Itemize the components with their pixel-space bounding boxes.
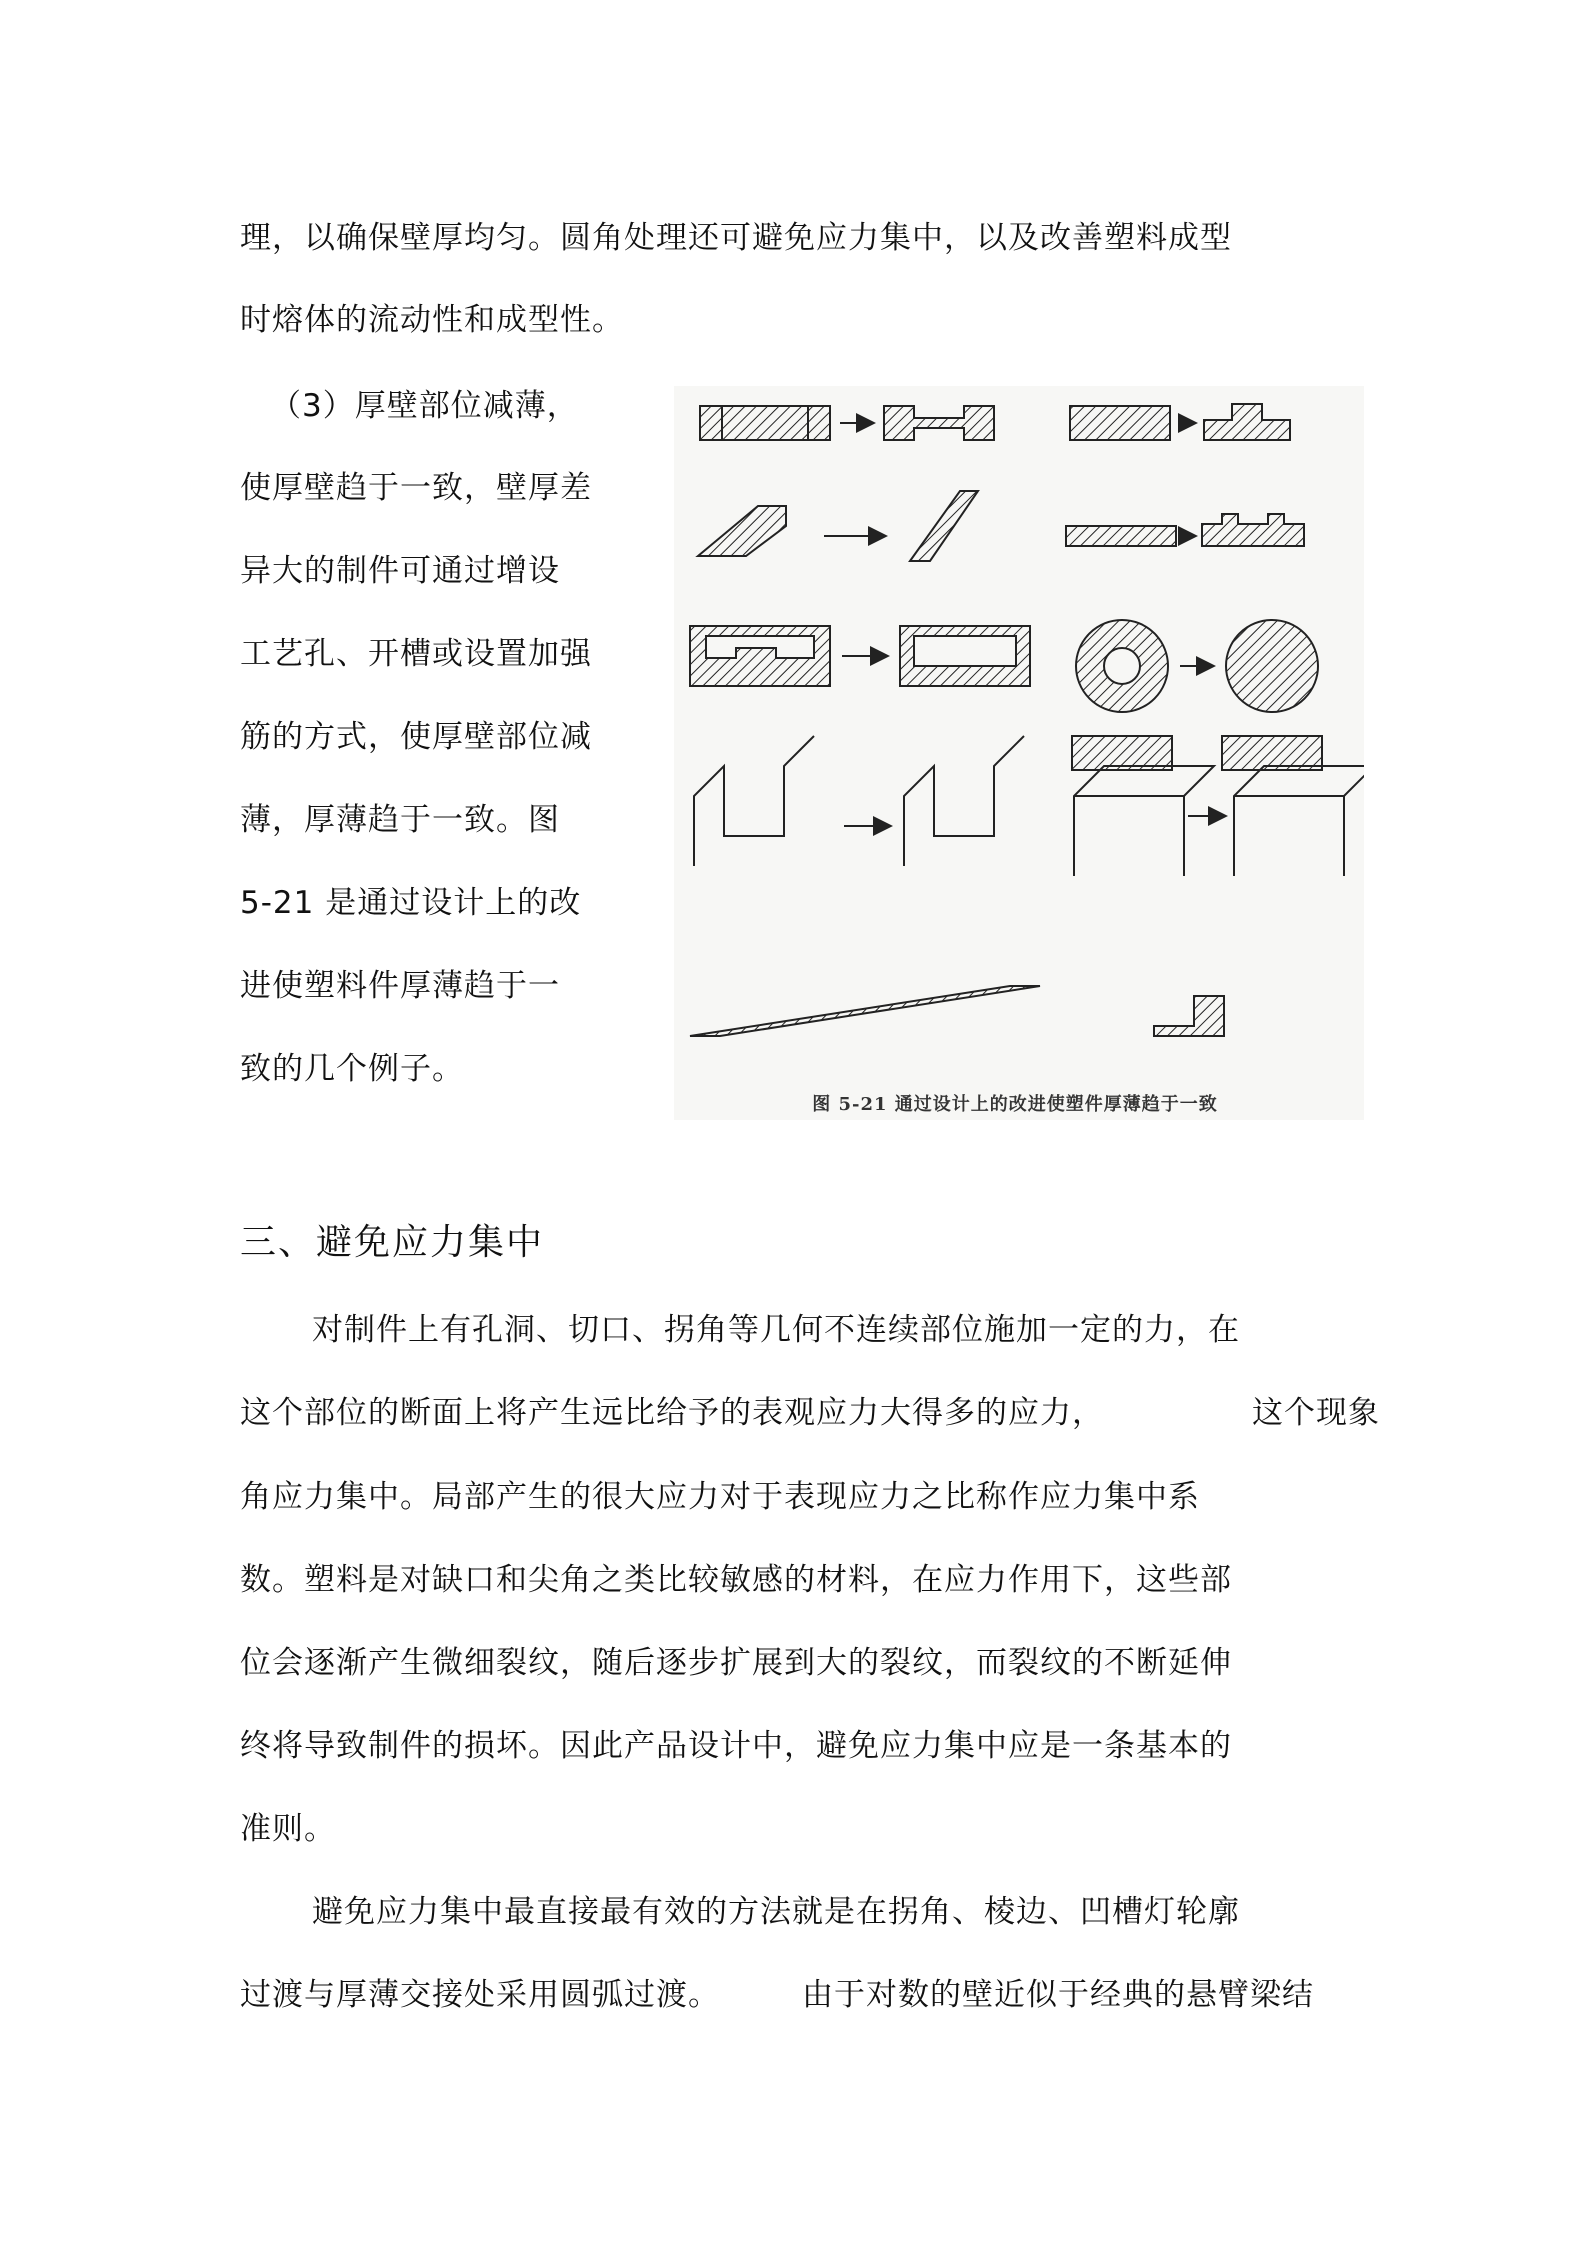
intro-line-2: 时熔体的流动性和成型性。 [240,302,624,338]
para2-line-2-tail: 由于对数的壁近似于经典的悬臂梁结 [802,1977,1314,2013]
para1-line-6: 终将导致制件的损坏。因此产品设计中，避免应力集中应是一条基本的 [240,1728,1232,1764]
figure-caption: 图 5-21 通过设计上的改进使塑件厚薄趋于一致 [812,1094,1218,1115]
side-line-7: 5-21 是通过设计上的改 [240,885,582,921]
side-line-4: 工艺孔、开槽或设置加强 [240,636,592,672]
side-line-9: 致的几个例子。 [240,1051,464,1087]
side-line-6: 薄，厚薄趋于一致。图 [240,802,560,838]
side-line-1: （3）厚壁部位减薄， [270,388,579,424]
section-heading: 三、避免应力集中 [240,1222,545,1263]
para1-line-4: 数。塑料是对缺口和尖角之类比较敏感的材料，在应力作用下，这些部 [240,1562,1232,1598]
side-line-2: 使厚壁趋于一致，壁厚差 [240,470,592,506]
para2-line-1: 避免应力集中最直接最有效的方法就是在拐角、棱边、凹槽灯轮廓 [312,1894,1240,1930]
figure-5-21 [674,386,1364,1120]
para2-line-2: 过渡与厚薄交接处采用圆弧过渡。 [240,1977,720,2013]
figure-drawing [674,386,1364,1120]
para1-line-5: 位会逐渐产生微细裂纹，随后逐步扩展到大的裂纹，而裂纹的不断延伸 [240,1645,1232,1681]
para1-line-2-tail: 这个现象 [1252,1395,1380,1431]
intro-line-1: 理，以确保壁厚均匀。圆角处理还可避免应力集中，以及改善塑料成型 [240,220,1232,256]
para1-line-2: 这个部位的断面上将产生远比给予的表观应力大得多的应力， [240,1395,1104,1431]
para1-line-3: 角应力集中。局部产生的很大应力对于表现应力之比称作应力集中系 [240,1479,1200,1515]
side-line-5: 筋的方式，使厚壁部位减 [240,719,592,755]
para1-line-1: 对制件上有孔洞、切口、拐角等几何不连续部位施加一定的力，在 [312,1312,1240,1348]
side-line-8: 进使塑料件厚薄趋于一 [240,968,560,1004]
side-line-3: 异大的制件可通过增设 [240,553,560,589]
para1-line-7: 准则。 [240,1811,336,1847]
